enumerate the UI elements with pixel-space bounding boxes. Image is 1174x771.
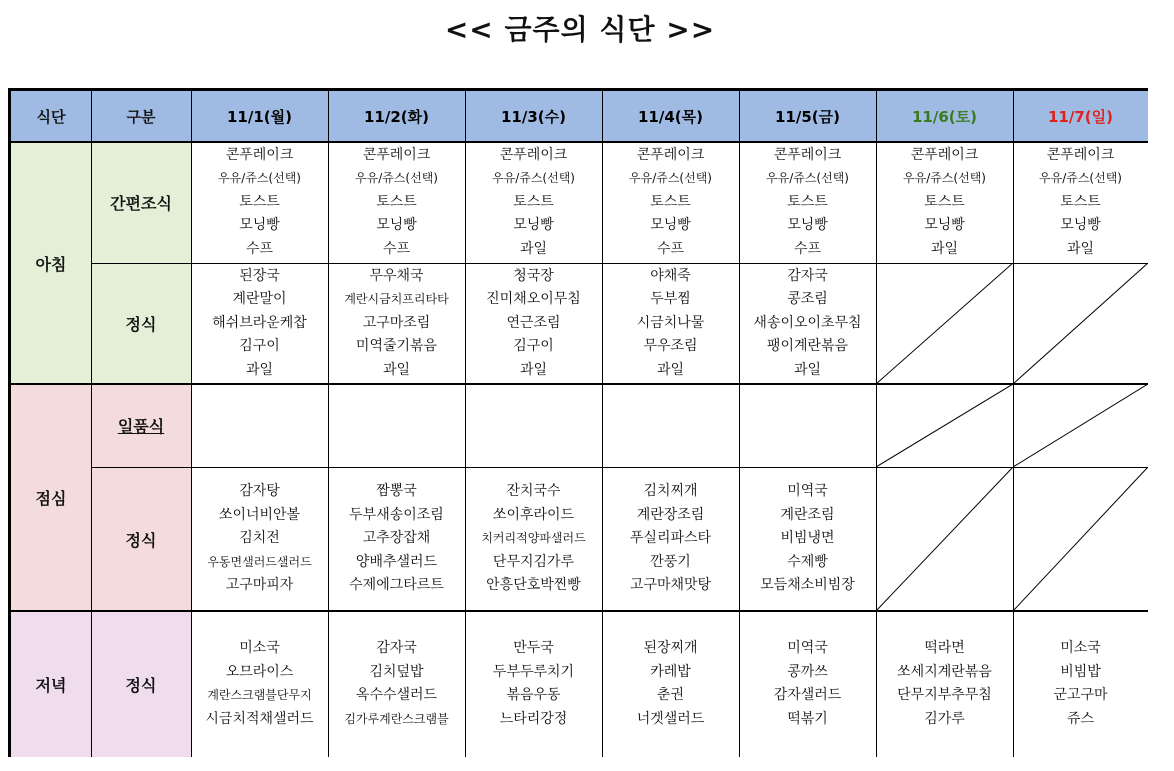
menu-item: 고추장잡채 bbox=[362, 530, 431, 547]
menu-item: 카레밥 bbox=[650, 663, 691, 680]
menu-item: 계란장조림 bbox=[636, 506, 705, 523]
menu-item: 수프 bbox=[793, 240, 822, 257]
menu-item: 모닝빵 bbox=[787, 217, 828, 234]
menu-item: 떡볶기 bbox=[787, 710, 828, 727]
menu-cell bbox=[1013, 142, 1148, 263]
menu-cell bbox=[602, 384, 739, 467]
menu-item: 무우채국 bbox=[369, 267, 424, 284]
header-day: 11/3(수) bbox=[465, 91, 602, 142]
menu-item: 콘푸레이크 bbox=[636, 146, 705, 163]
menu-item: 김치찌개 bbox=[643, 483, 698, 500]
menu-item: 떡라면 bbox=[924, 640, 965, 656]
menu-item: 느타리강정 bbox=[499, 710, 568, 727]
menu-item: 우유/쥬스(선택) bbox=[1039, 171, 1122, 186]
menu-item: 푸실리파스타 bbox=[629, 530, 712, 547]
menu-item: 과일 bbox=[245, 361, 274, 378]
category-regular-lunch: 정식 bbox=[91, 467, 191, 611]
grid-line bbox=[91, 467, 1148, 468]
menu-cell bbox=[465, 263, 602, 384]
menu-item: 깐풍기 bbox=[650, 553, 691, 570]
menu-item: 과일 bbox=[930, 240, 959, 257]
menu-item: 된장국 bbox=[239, 267, 280, 284]
menu-item: 청국장 bbox=[513, 267, 554, 284]
menu-item: 수제에그타르트 bbox=[349, 577, 444, 594]
menu-cell bbox=[465, 142, 602, 263]
menu-item: 계란시금치프리타타 bbox=[344, 292, 449, 307]
menu-item: 비빔밥 bbox=[1060, 663, 1101, 680]
menu-item: 너겟샐러드 bbox=[636, 710, 705, 727]
empty-cell-slash bbox=[1013, 467, 1148, 611]
empty-cell-slash bbox=[1013, 384, 1148, 467]
menu-item: 만두국 bbox=[513, 640, 554, 656]
grid-line bbox=[876, 91, 877, 757]
menu-item: 군고구마 bbox=[1053, 687, 1108, 703]
page-title: << 금주의 식단 >> bbox=[444, 13, 716, 46]
menu-cell bbox=[191, 611, 328, 757]
menu-cell bbox=[465, 384, 602, 467]
menu-item: 우유/쥬스(선택) bbox=[218, 171, 301, 186]
menu-cell bbox=[602, 611, 739, 757]
menu-item: 두부두루치기 bbox=[492, 663, 575, 680]
menu-item: 모닝빵 bbox=[513, 217, 554, 234]
menu-cell bbox=[328, 384, 465, 467]
menu-item: 콘푸레이크 bbox=[225, 146, 294, 163]
menu-item: 수프 bbox=[656, 240, 685, 257]
menu-cell bbox=[191, 142, 328, 263]
menu-item: 우유/쥬스(선택) bbox=[355, 171, 438, 186]
category-single-lunch: 일품식 bbox=[91, 384, 191, 467]
menu-cell bbox=[602, 263, 739, 384]
menu-item: 콘푸레이크 bbox=[499, 146, 568, 163]
menu-item: 김치전 bbox=[239, 530, 280, 547]
menu-item: 쥬스 bbox=[1066, 710, 1095, 727]
meal-label-dinner: 저녁 bbox=[11, 611, 91, 757]
grid-line bbox=[11, 141, 1148, 143]
category-simple-breakfast: 간편조식 bbox=[91, 142, 191, 263]
menu-item: 우유/쥬스(선택) bbox=[903, 171, 986, 186]
menu-item: 치커리적양파샐러드 bbox=[481, 531, 586, 546]
header-day: 11/7(일) bbox=[1013, 91, 1148, 142]
grid-line bbox=[91, 263, 1148, 264]
category-regular-dinner: 정식 bbox=[91, 611, 191, 757]
menu-cell bbox=[328, 611, 465, 757]
menu-item: 계란조림 bbox=[780, 506, 835, 523]
menu-cell bbox=[328, 263, 465, 384]
menu-item: 모닝빵 bbox=[376, 217, 417, 234]
menu-cell bbox=[739, 142, 876, 263]
menu-item: 과일 bbox=[656, 361, 685, 378]
menu-cell bbox=[465, 611, 602, 757]
menu-item: 감자국 bbox=[376, 640, 417, 656]
menu-item: 콘푸레이크 bbox=[910, 146, 979, 163]
menu-item: 쏘세지계란볶음 bbox=[897, 663, 992, 680]
menu-item: 감자탕 bbox=[239, 483, 280, 500]
menu-item: 토스트 bbox=[376, 193, 417, 210]
grid-line bbox=[328, 91, 329, 757]
menu-item: 두부새송이조림 bbox=[349, 506, 444, 523]
menu-item: 시금치적채샐러드 bbox=[205, 710, 314, 727]
menu-cell bbox=[739, 384, 876, 467]
menu-item: 미역줄기볶음 bbox=[355, 338, 438, 355]
menu-item: 춘권 bbox=[656, 687, 685, 703]
menu-cell bbox=[739, 263, 876, 384]
menu-item: 야채죽 bbox=[650, 267, 691, 284]
menu-cell bbox=[191, 263, 328, 384]
menu-item: 모닝빵 bbox=[1060, 217, 1101, 234]
menu-item: 김가루 bbox=[924, 710, 965, 727]
grid-line bbox=[739, 91, 740, 757]
menu-cell bbox=[739, 467, 876, 611]
menu-item: 진미채오이무침 bbox=[486, 291, 581, 308]
menu-cell bbox=[602, 467, 739, 611]
menu-item: 토스트 bbox=[650, 193, 691, 210]
menu-item: 김치덮밥 bbox=[369, 663, 424, 680]
menu-cell bbox=[1013, 611, 1148, 757]
menu-item: 볶음우동 bbox=[506, 687, 561, 703]
grid-line bbox=[11, 383, 1148, 385]
menu-item: 모닝빵 bbox=[924, 217, 965, 234]
header-day: 11/2(화) bbox=[328, 91, 465, 142]
menu-item: 토스트 bbox=[513, 193, 554, 210]
menu-cell bbox=[328, 467, 465, 611]
menu-item: 토스트 bbox=[924, 193, 965, 210]
header-day: 11/5(금) bbox=[739, 91, 876, 142]
menu-cell bbox=[191, 467, 328, 611]
menu-item: 과일 bbox=[382, 361, 411, 378]
menu-item: 우유/쥬스(선택) bbox=[629, 171, 712, 186]
header-day: 11/1(월) bbox=[191, 91, 328, 142]
empty-cell-slash bbox=[876, 263, 1013, 384]
menu-item: 고구마조림 bbox=[362, 314, 431, 331]
menu-item: 과일 bbox=[793, 361, 822, 378]
grid-line bbox=[602, 91, 603, 757]
meal-label-breakfast: 아침 bbox=[11, 142, 91, 384]
menu-item: 우유/쥬스(선택) bbox=[766, 171, 849, 186]
menu-item: 콩조림 bbox=[787, 291, 828, 308]
menu-item: 팽이계란볶음 bbox=[766, 338, 849, 355]
menu-item: 안흥단호박찐빵 bbox=[486, 577, 581, 594]
menu-item: 감자국 bbox=[787, 267, 828, 284]
menu-item: 새송이오이초무침 bbox=[753, 314, 862, 331]
menu-item: 짬뽕국 bbox=[376, 483, 417, 500]
meal-label-lunch: 점심 bbox=[11, 384, 91, 611]
menu-cell bbox=[328, 142, 465, 263]
menu-item: 과일 bbox=[1066, 240, 1095, 257]
menu-item: 김구이 bbox=[239, 338, 280, 355]
menu-item: 미소국 bbox=[1060, 640, 1101, 656]
menu-item: 미소국 bbox=[239, 640, 280, 656]
grid-line bbox=[465, 91, 466, 757]
menu-item: 김가루계란스크램블 bbox=[344, 711, 449, 726]
menu-item: 고구마피자 bbox=[225, 577, 294, 594]
menu-item: 시금치나물 bbox=[636, 314, 705, 331]
menu-item: 쏘이너비안볼 bbox=[218, 506, 301, 523]
menu-item: 모듬채소비빔장 bbox=[760, 577, 855, 594]
menu-item: 모닝빵 bbox=[239, 217, 280, 234]
menu-item: 계란스크램블단무지 bbox=[207, 688, 312, 702]
menu-item: 수제빵 bbox=[787, 553, 828, 570]
menu-item: 옥수수샐러드 bbox=[355, 687, 438, 703]
menu-table bbox=[8, 88, 1148, 757]
menu-item: 계란말이 bbox=[232, 291, 287, 308]
menu-item: 미역국 bbox=[787, 483, 828, 500]
category-regular-breakfast: 정식 bbox=[91, 263, 191, 384]
menu-item: 콘푸레이크 bbox=[1046, 146, 1115, 163]
empty-cell-slash bbox=[1013, 263, 1148, 384]
header-category: 구분 bbox=[91, 91, 191, 142]
menu-item: 단무지김가루 bbox=[492, 553, 575, 570]
grid-line bbox=[191, 91, 192, 757]
menu-item: 토스트 bbox=[1060, 193, 1101, 210]
menu-item: 감자샐러드 bbox=[773, 687, 842, 703]
header-day: 11/6(토) bbox=[876, 91, 1013, 142]
header-day: 11/4(목) bbox=[602, 91, 739, 142]
menu-item: 잔치국수 bbox=[506, 483, 561, 500]
menu-item: 쏘이후라이드 bbox=[492, 506, 575, 523]
grid-line bbox=[91, 91, 92, 757]
header-meal: 식단 bbox=[11, 91, 91, 142]
menu-item: 두부찜 bbox=[650, 291, 691, 308]
menu-cell bbox=[602, 142, 739, 263]
menu-item: 토스트 bbox=[239, 193, 280, 210]
menu-item: 무우조림 bbox=[643, 338, 698, 355]
menu-item: 김구이 bbox=[513, 338, 554, 355]
menu-item: 단무지부추무침 bbox=[897, 687, 992, 703]
menu-cell bbox=[876, 611, 1013, 757]
menu-item: 비빔냉면 bbox=[780, 530, 835, 547]
menu-item: 연근조림 bbox=[506, 314, 561, 331]
menu-item: 양배추샐러드 bbox=[355, 553, 438, 570]
menu-item: 토스트 bbox=[787, 193, 828, 210]
menu-cell bbox=[465, 467, 602, 611]
menu-item: 고구마채맛탕 bbox=[629, 577, 712, 594]
menu-item: 콩까쓰 bbox=[787, 663, 828, 680]
menu-item: 과일 bbox=[519, 240, 548, 257]
menu-item: 해쉬브라운케찹 bbox=[212, 314, 307, 331]
empty-cell-slash bbox=[876, 384, 1013, 467]
menu-item: 된장찌개 bbox=[643, 640, 698, 656]
menu-item: 과일 bbox=[519, 361, 548, 378]
grid-line bbox=[11, 610, 1148, 612]
menu-item: 수프 bbox=[245, 240, 274, 257]
empty-cell-slash bbox=[876, 467, 1013, 611]
menu-item: 콘푸레이크 bbox=[362, 146, 431, 163]
menu-cell bbox=[191, 384, 328, 467]
menu-item: 수프 bbox=[382, 240, 411, 257]
menu-cell bbox=[739, 611, 876, 757]
menu-item: 오므라이스 bbox=[225, 663, 294, 680]
menu-item: 우동면샐러드샐러드 bbox=[207, 554, 312, 569]
menu-item: 우유/쥬스(선택) bbox=[492, 171, 575, 186]
menu-item: 미역국 bbox=[787, 640, 828, 656]
menu-item: 모닝빵 bbox=[650, 217, 691, 234]
menu-cell bbox=[876, 142, 1013, 263]
grid-line bbox=[1013, 91, 1014, 757]
menu-item: 콘푸레이크 bbox=[773, 146, 842, 163]
